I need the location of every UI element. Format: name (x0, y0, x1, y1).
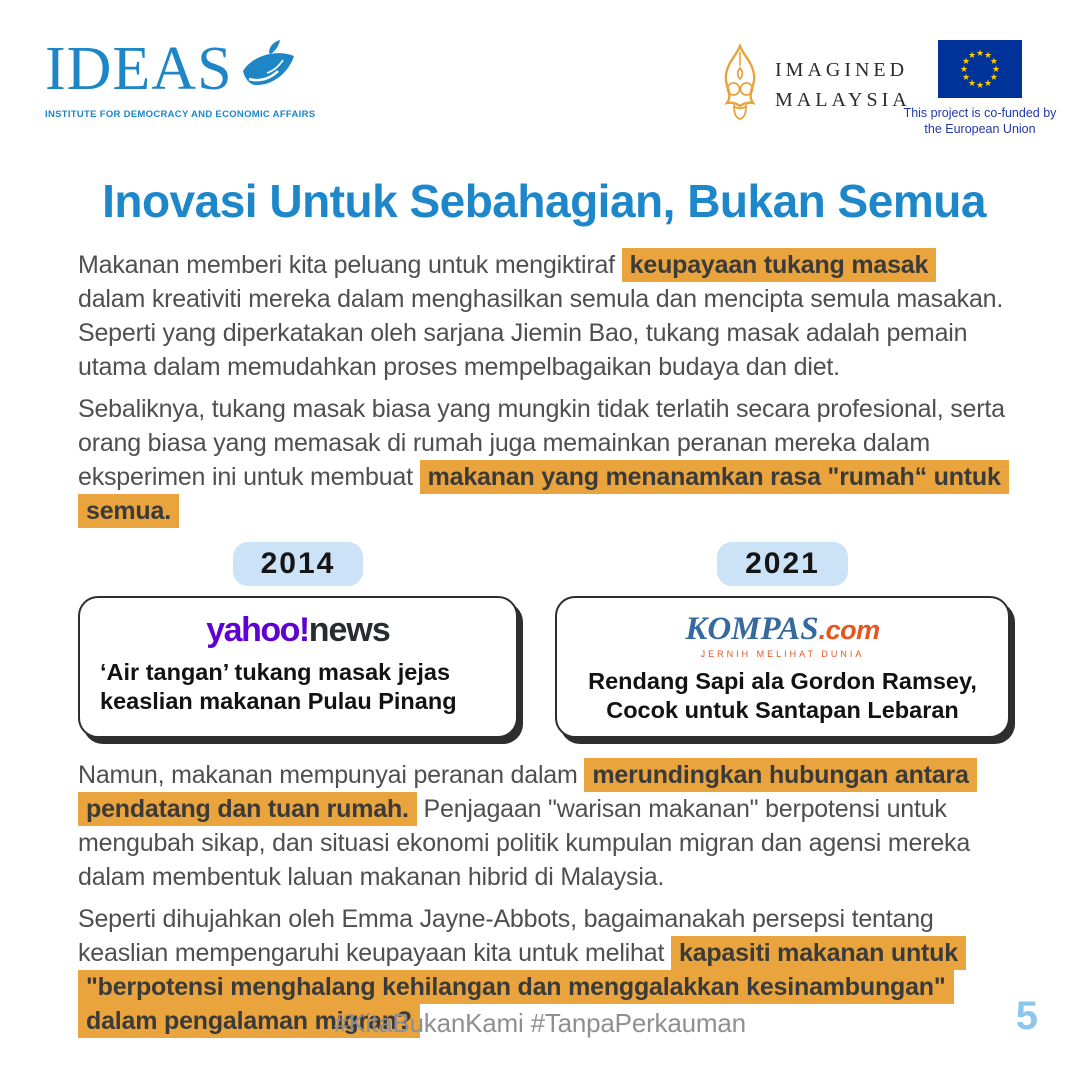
footer-hashtags: #KitaBukanKami #TanpaPerkauman (334, 1008, 746, 1038)
svg-text:★: ★ (959, 65, 969, 75)
yahoo-wordmark: yahoo! (206, 611, 309, 649)
svg-text:★: ★ (989, 57, 998, 67)
news-headline: ‘Air tangan’ tukang masak jejas keaslian makanan Pulau Pinang (100, 659, 457, 714)
paragraph-text: dalam kreativiti mereka dalam menghasilkan semula dan mencipta semula masakan. Seperti yang diperkatakan oleh sarjana Jiemin Bao, tukang masak adalah pemain utama dalam memudahkan proses mempelbagaikan budaya dan diet. (78, 285, 1004, 381)
imagined-malaysia-logo (720, 44, 911, 125)
paragraph-text: Penjagaan "warisan makanan" berpotensi untuk mengubah sikap, dan situasi ekonomi politik kumpulan migran dan agensi mereka dalam membentuk laluan makanan hibrid di Malaysia. (78, 795, 971, 891)
svg-text:★: ★ (975, 49, 985, 59)
svg-text:★: ★ (962, 73, 971, 83)
svg-text:★: ★ (989, 73, 998, 83)
highlighted-text: kapasiti makanan untuk "berpotensi menghalang kehilangan dan menggalakkan kesinambungan" dalam pengalaman migran? (78, 936, 966, 1038)
sketch-leaf-icon (239, 40, 297, 103)
yahoo-news-wordmark: news (308, 611, 390, 649)
kompas-tagline: JERNIH MELIHAT DUNIA (700, 649, 865, 659)
paragraph-1 (78, 248, 1010, 384)
year-badge-2014: 2014 (233, 542, 364, 586)
paragraph-3 (78, 758, 1010, 894)
eu-cofunding-block (896, 40, 1064, 137)
eu-caption-line2: the European Union (924, 122, 1036, 136)
timeline-item-2014 (78, 542, 518, 738)
svg-text:★: ★ (991, 65, 1001, 75)
paragraph-text: Sebaliknya, tukang masak biasa yang mungkin tidak terlatih secara profesional, serta orang biasa yang memasak di rumah juga memainkan peranan mereka dalam eksperimen ini untuk membuat (78, 395, 1005, 491)
kompas-logo (577, 611, 988, 659)
eu-caption (896, 105, 1064, 137)
svg-text:★: ★ (962, 57, 971, 67)
highlighted-text: merundingkan hubungan antara pendatang dan tuan rumah. (78, 758, 977, 826)
highlighted-text: keupayaan tukang masak (622, 248, 937, 282)
yahoo-news-logo (100, 611, 496, 650)
imagined-malaysia-text (775, 55, 911, 115)
eu-flag-icon (896, 40, 1064, 98)
page-title: Inovasi Untuk Sebahagian, Bukan Semua (102, 175, 986, 227)
paragraph-text: Makanan memberi kita peluang untuk mengiktiraf (78, 251, 622, 279)
wayang-gunungan-icon (720, 44, 760, 125)
news-card-yahoo (78, 596, 518, 738)
kompas-wordmark: KOMPAS (685, 611, 819, 647)
imagined-line2: MALAYSIA (775, 88, 911, 111)
highlighted-text: makanan yang menanamkan rasa "rumah“ untuk semua. (78, 460, 1009, 528)
year-badge-2021: 2021 (717, 542, 848, 586)
ideas-tagline: INSTITUTE FOR DEMOCRACY AND ECONOMIC AFFAIRS (45, 109, 316, 120)
news-card-kompas (555, 596, 1010, 738)
svg-text:★: ★ (967, 78, 977, 89)
svg-text:★: ★ (983, 51, 993, 62)
kompas-com-suffix: .com (818, 615, 880, 645)
news-headline: Rendang Sapi ala Gordon Ramsey, Cocok untuk Santapan Lebaran (588, 668, 977, 723)
eu-caption-line1: This project is co-funded by (903, 106, 1057, 120)
ideas-wordmark: IDEAS (45, 35, 233, 103)
ideas-logo (45, 35, 316, 120)
page-number: 5 (1015, 994, 1038, 1038)
timeline-item-2021 (555, 542, 1010, 738)
paragraph-text: Namun, makanan mempunyai peranan dalam (78, 761, 585, 789)
paragraph-text: Seperti dihujahkan oleh Emma Jayne-Abbots, bagaimanakah persepsi tentang keaslian mempengaruhi keupayaan kita untuk melihat (78, 905, 934, 967)
main-content (78, 176, 1010, 1038)
paragraph-2 (78, 392, 1010, 528)
svg-text:★: ★ (983, 78, 993, 89)
svg-text:★: ★ (975, 81, 985, 91)
timeline-section (78, 542, 1010, 738)
svg-text:★: ★ (967, 51, 977, 62)
imagined-line1: IMAGINED (775, 58, 909, 81)
